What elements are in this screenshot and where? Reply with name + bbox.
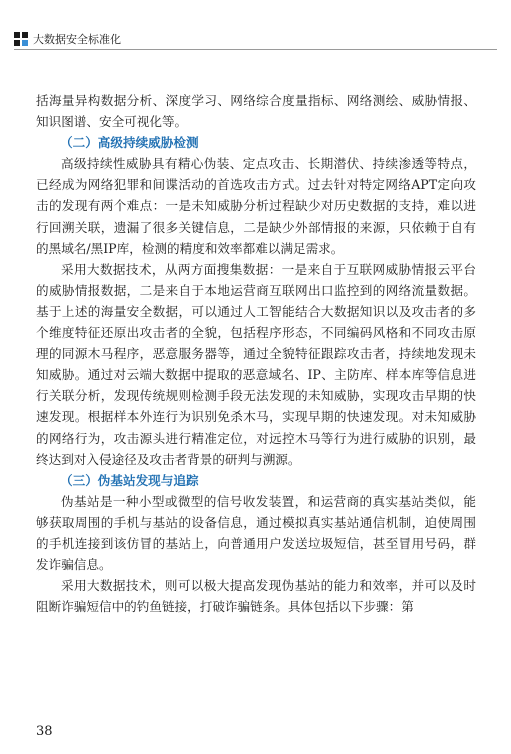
header-divider (14, 49, 497, 50)
four-squares-logo-icon (14, 32, 28, 46)
page-number: 38 (36, 724, 53, 739)
section-heading-2: （二）高级持续威胁检测 (60, 135, 199, 151)
running-header (14, 30, 121, 48)
page-body (36, 90, 476, 617)
body-paragraph-2: 高级持续性威胁具有精心伪装、定点攻击、长期潜伏、持续渗透等特点，已经成为网络犯罪和间谍活动的首选攻击方式。过去针对特定网络APT定向攻击的发现有两个难点：一是未知威胁分析过程缺少对历史数据的支持，难以进行回溯关联，遗漏了很多关键信息，二是缺少外部情报的来源，只依赖于自有的黑域名/黑IP库，检测的精度和效率都难以满足需求。 (36, 156, 476, 256)
body-paragraph-3: 采用大数据技术，从两方面搜集数据：一是来自于互联网威胁情报云平台的威胁情报数据，二是来自于本地运营商互联网出口监控到的网络流量数据。基于上述的海量安全数据，可以通过人工智能结合大数据知识以及攻击者的多个维度特征还原出攻击者的全貌，包括程序形态，不同编码风格和不同攻击原理的同源木马程序，恶意服务器等，通过全貌特征跟踪攻击者，持续地发现未知威胁。通过对云端大数据中提取的恶意域名、IP、主防库、样本库等信息进行关联分析，发现传统规则检测手段无法发现的未知威胁，实现攻击早期的快速发现。根据样本外连行为识别免杀木马，实现早期的快速发现。对未知威胁的网络行为，攻击源头进行精准定位，对远控木马等行为进行威胁的识别，最终达到对入侵途径及攻击者背景的研判与溯源。 (36, 261, 476, 467)
body-paragraph-1: 括海量异构数据分析、深度学习、网络综合度量指标、网络测绘、威胁情报、知识图谱、安全可视化等。 (36, 93, 476, 130)
section-heading-3: （三）伪基站发现与追踪 (60, 472, 199, 488)
running-header-title: 大数据安全标准化 (33, 33, 121, 46)
body-paragraph-4: 伪基站是一种小型或微型的信号收发装置，和运营商的真实基站类似，能够获取周围的手机与基站的设备信息，通过模拟真实基站通信机制，迫使周围的手机连接到该仿冒的基站上，向普通用户发送垃圾短信，甚至冒用号码，群发诈骗信息。 (36, 493, 476, 573)
body-paragraph-5: 采用大数据技术，则可以极大提高发现伪基站的能力和效率，并可以及时阻断诈骗短信中的钓鱼链接，打破诈骗链条。具体包括以下步骤：第 (36, 578, 476, 615)
